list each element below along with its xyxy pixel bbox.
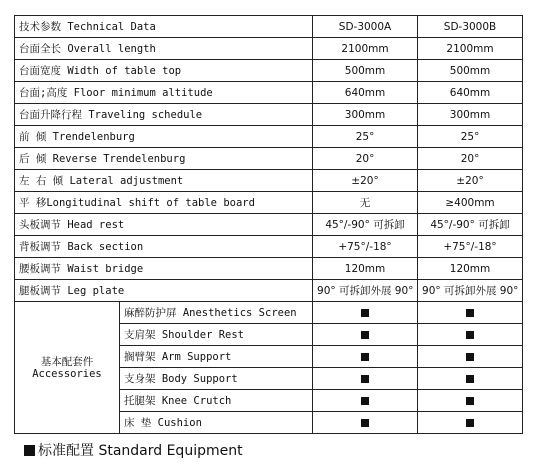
- model-b-value: 500mm: [418, 60, 523, 82]
- accessories-heading: [15, 302, 120, 434]
- table-row: [15, 104, 523, 126]
- model-a-value: 300mm: [313, 104, 418, 126]
- table-row: [15, 258, 523, 280]
- model-a-value: 2100mm: [313, 38, 418, 60]
- model-b-standard-mark: [418, 368, 523, 390]
- spec-label: 头板调节 Head rest: [15, 214, 313, 236]
- model-a-value: 25°: [313, 126, 418, 148]
- spec-label: 台面升降行程 Traveling schedule: [15, 104, 313, 126]
- spec-label: 腿板调节 Leg plate: [15, 280, 313, 302]
- legend: [24, 440, 243, 460]
- spec-label: 台面;高度 Floor minimum altitude: [15, 82, 313, 104]
- square-marker-icon: [361, 419, 369, 427]
- spec-label: 左 右 倾 Lateral adjustment: [15, 170, 313, 192]
- table-row: [15, 280, 523, 302]
- model-a-value: 90° 可拆卸外展 90°: [313, 280, 418, 302]
- model-a-standard-mark: [313, 390, 418, 412]
- model-a-standard-mark: [313, 302, 418, 324]
- square-marker-icon: [361, 397, 369, 405]
- model-b-standard-mark: [418, 390, 523, 412]
- model-a-standard-mark: [313, 412, 418, 434]
- square-marker-icon: [361, 331, 369, 339]
- model-a-value: 无: [313, 192, 418, 214]
- model-a-value: 20°: [313, 148, 418, 170]
- accessory-label: 托腿架 Knee Crutch: [120, 390, 313, 412]
- square-marker-icon: [466, 375, 474, 383]
- model-a-header: SD-3000A: [313, 16, 418, 38]
- model-b-value: 120mm: [418, 258, 523, 280]
- square-marker-icon: [361, 353, 369, 361]
- accessory-label: 麻醉防护屏 Anesthetics Screen: [120, 302, 313, 324]
- model-b-value: 25°: [418, 126, 523, 148]
- square-marker-icon: [24, 445, 35, 456]
- square-marker-icon: [466, 309, 474, 317]
- table-row: [15, 170, 523, 192]
- model-b-standard-mark: [418, 412, 523, 434]
- accessories-title-en: Accessories: [32, 367, 102, 380]
- model-b-value: 20°: [418, 148, 523, 170]
- legend-text: 标准配置 Standard Equipment: [38, 443, 243, 459]
- model-a-value: 640mm: [313, 82, 418, 104]
- table-row: [15, 214, 523, 236]
- square-marker-icon: [466, 331, 474, 339]
- model-a-standard-mark: [313, 346, 418, 368]
- model-b-standard-mark: [418, 346, 523, 368]
- model-b-value: 2100mm: [418, 38, 523, 60]
- model-a-standard-mark: [313, 368, 418, 390]
- model-b-value: 640mm: [418, 82, 523, 104]
- model-b-value: 300mm: [418, 104, 523, 126]
- model-a-standard-mark: [313, 324, 418, 346]
- header-label: 技术参数 Technical Data: [15, 16, 313, 38]
- technical-data-table: [14, 15, 523, 434]
- spec-label: 平 移Longitudinal shift of table board: [15, 192, 313, 214]
- table-row: [15, 38, 523, 60]
- table-row: [15, 236, 523, 258]
- table-row: [15, 126, 523, 148]
- table-row: [15, 82, 523, 104]
- spec-label: 背板调节 Back section: [15, 236, 313, 258]
- square-marker-icon: [466, 353, 474, 361]
- model-b-value: ±20°: [418, 170, 523, 192]
- model-a-value: 120mm: [313, 258, 418, 280]
- model-b-value: +75°/-18°: [418, 236, 523, 258]
- model-a-value: ±20°: [313, 170, 418, 192]
- model-a-value: 500mm: [313, 60, 418, 82]
- model-b-standard-mark: [418, 324, 523, 346]
- square-marker-icon: [466, 397, 474, 405]
- square-marker-icon: [466, 419, 474, 427]
- spec-label: 台面宽度 Width of table top: [15, 60, 313, 82]
- accessory-label: 支身架 Body Support: [120, 368, 313, 390]
- model-a-value: 45°/-90° 可拆卸: [313, 214, 418, 236]
- square-marker-icon: [361, 309, 369, 317]
- accessory-label: 床 垫 Cushion: [120, 412, 313, 434]
- accessory-row: [15, 302, 523, 324]
- square-marker-icon: [361, 375, 369, 383]
- accessory-label: 支肩架 Shoulder Rest: [120, 324, 313, 346]
- table-row: [15, 60, 523, 82]
- spec-label: 腰板调节 Waist bridge: [15, 258, 313, 280]
- spec-label: 台面全长 Overall length: [15, 38, 313, 60]
- model-b-value: ≥400mm: [418, 192, 523, 214]
- table-row: [15, 148, 523, 170]
- model-b-header: SD-3000B: [418, 16, 523, 38]
- model-b-value: 45°/-90° 可拆卸: [418, 214, 523, 236]
- model-b-standard-mark: [418, 302, 523, 324]
- spec-label: 后 倾 Reverse Trendelenburg: [15, 148, 313, 170]
- accessories-title-cn: 基本配套件: [40, 355, 94, 368]
- model-a-value: +75°/-18°: [313, 236, 418, 258]
- spec-label: 前 倾 Trendelenburg: [15, 126, 313, 148]
- table-header-row: [15, 16, 523, 38]
- accessory-label: 搁臂架 Arm Support: [120, 346, 313, 368]
- model-b-value: 90° 可拆卸外展 90°: [418, 280, 523, 302]
- table-row: [15, 192, 523, 214]
